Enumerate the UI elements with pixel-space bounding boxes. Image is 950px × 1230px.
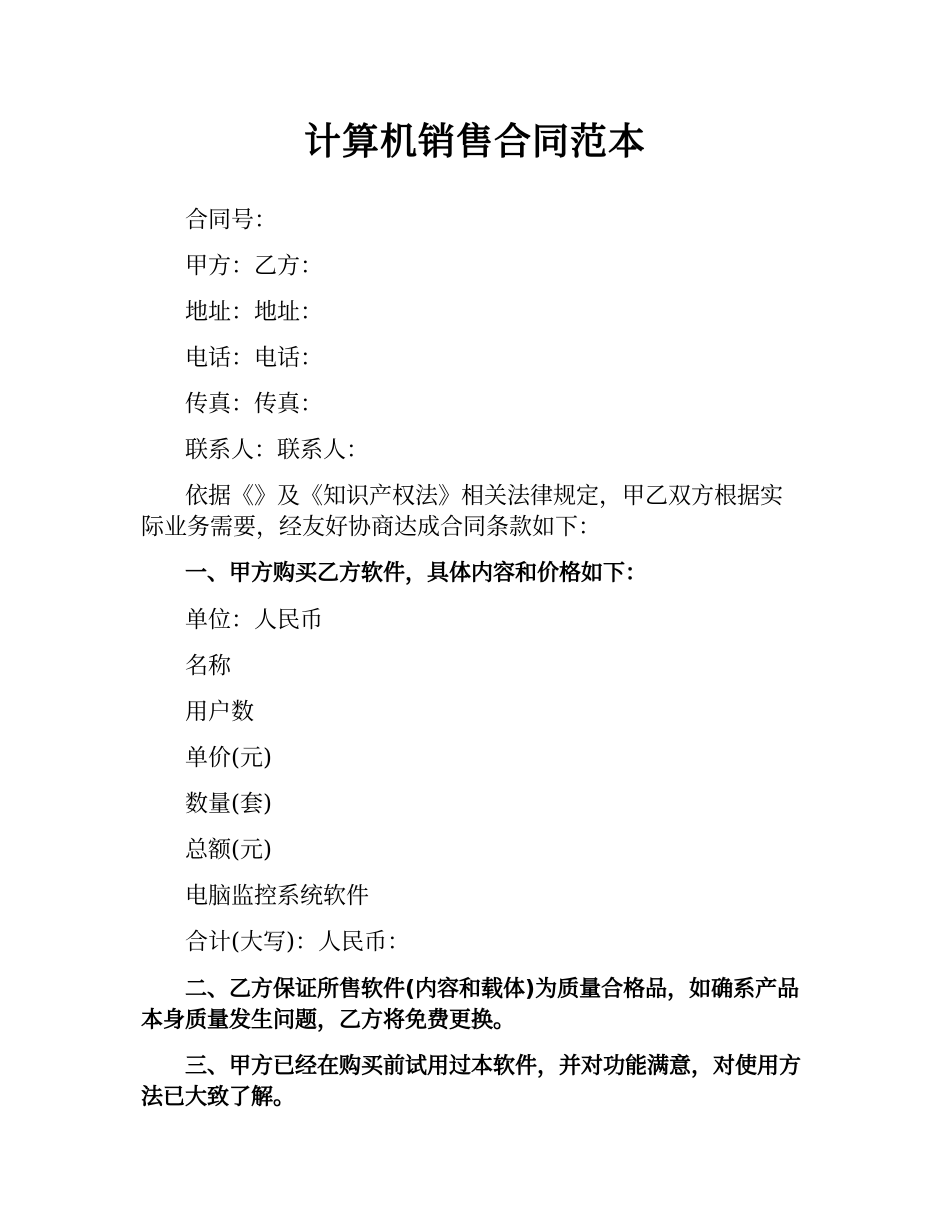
table-label-users: 用户数 <box>185 699 254 725</box>
preamble-paragraph: 依据《》及《知识产权法》相关法律规定，甲乙双方根据实际业务需要，经友好协商达成合同条款如下： <box>141 483 783 540</box>
contact-line: 联系人：联系人： <box>185 437 369 463</box>
product-name-line: 电脑监控系统软件 <box>185 883 369 909</box>
phone-line: 电话：电话： <box>185 345 323 371</box>
document-title: 计算机销售合同范本 <box>304 120 646 163</box>
clause-2-paragraph: 二、乙方保证所售软件(内容和载体)为质量合格品，如确系产品本身质量发生问题，乙方将免费更换。 <box>141 977 800 1033</box>
table-label-name: 名称 <box>185 653 231 679</box>
unit-line: 单位：人民币 <box>185 607 323 633</box>
clause-3-paragraph: 三、甲方已经在购买前试用过本软件，并对功能满意，对使用方法已大致了解。 <box>141 1054 802 1110</box>
table-label-quantity: 数量(套) <box>185 791 272 817</box>
table-label-unit-price: 单价(元) <box>185 745 272 771</box>
party-line: 甲方：乙方： <box>185 253 323 279</box>
table-label-total: 总额(元) <box>185 837 272 863</box>
fax-line: 传真：传真： <box>185 391 323 417</box>
total-in-words-line: 合计(大写)：人民币： <box>185 929 410 955</box>
clause-1-heading: 一、甲方购买乙方软件，具体内容和价格如下： <box>185 561 648 586</box>
contract-number-line: 合同号： <box>185 207 277 233</box>
address-line: 地址：地址： <box>185 299 323 325</box>
